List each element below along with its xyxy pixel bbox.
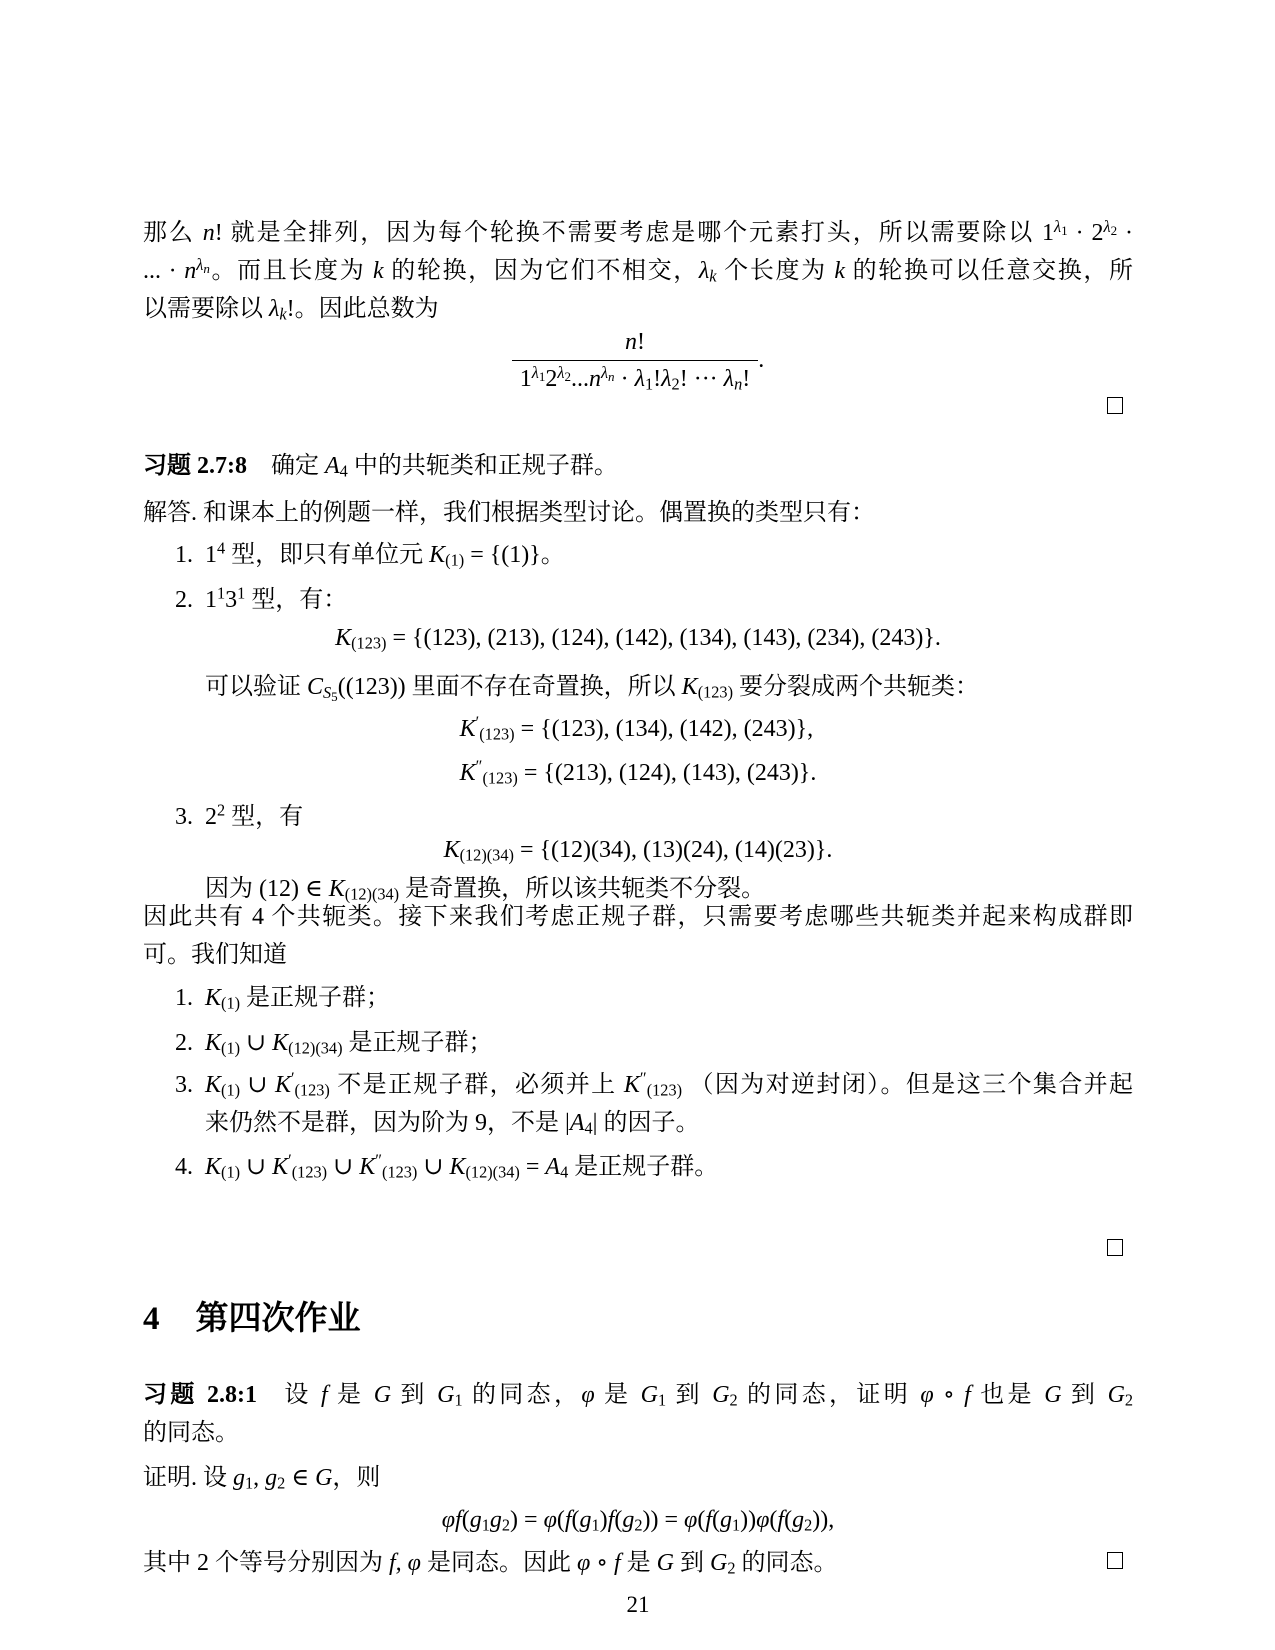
exercise-2-7-8-heading: 习题 2.7:8 确定 $A_4$ 中的共轭类和正规子群。 [143, 453, 618, 481]
paragraph-classes-line-1: 因此共有 4 个共轭类。接下来我们考虑正规子群，只需要考虑哪些共轭类并起来构成群即 [143, 904, 1134, 930]
paragraph-final: 其中 2 个等号分别因为 f, φ 是同态。因此 φ ∘ f 是 G 到 $G_2$ 的同态。 [143, 1550, 838, 1578]
list-item-body: $2^2$ 型，有 [205, 800, 304, 830]
section-title: 第四次作业 [195, 1301, 361, 1337]
list-item-body: $K_{(1)}$ ∪ $K_{(12)(34)}$ 是正规子群； [205, 1030, 493, 1058]
section-heading [143, 1298, 1133, 1340]
list-number: 1. [175, 542, 193, 568]
equation-k123: $K_{(123)} = \{(123)$, (213), (124), (142), (134), (143), (234), (243)}. [335, 625, 941, 653]
fraction [512, 324, 758, 397]
qed-box-1 [1107, 397, 1123, 414]
fraction-denominator: $1^{\lambda_1}2^{\lambda_2}...n^{\lambda_n} \cdot \lambda_1!\lambda_2$! ··· $\lambda_n$! [512, 360, 758, 397]
normal-list-item-2 [143, 1024, 1133, 1062]
list-number: 4. [175, 1154, 193, 1180]
paragraph-intro-line-3: 以需要除以 $\lambda_k$!。因此总数为 [143, 296, 439, 324]
list-item-line-1: $K_{(1)}$ ∪ $K'_{(123)}$ 不是正规子群，必须并上 $K''_{(123)}$ （因为对逆封闭）。但是这三个集合并起 [205, 1068, 1134, 1100]
paragraph-intro [143, 214, 1133, 328]
normal-list-item-1 [143, 979, 1133, 1017]
equation-k123-split [143, 707, 1133, 795]
equation-k1234: $K_{(12)(34)} = \{(12)(34)$, (13)(24), (14)(23)}. [443, 837, 833, 865]
note-no-split: 因为 (12) ∈ $K_{(12)(34)}$ 是奇置换，所以该共轭类不分裂。 [205, 876, 766, 904]
paragraph-intro-line-2: ... · $n^{\lambda_n}$。而且长度为 k 的轮换，因为它们不相交，$\lambda_k$ 个长度为 k 的轮换可以任意交换，所 [143, 254, 1134, 286]
page-number: 21 [626, 1592, 650, 1617]
qed-box-2 [1107, 1239, 1123, 1256]
paragraph-intro-line-1: 那么 n! 就是全排列，因为每个轮换不需要考虑是哪个元素打头，所以需要除以 $1^{\lambda_1} \cdot 2^{\lambda_2}$ · [143, 216, 1134, 246]
text-column [143, 0, 1133, 1650]
equation-k123-double-prime: $K''_{(123)} = \{(213)$, (124), (143), (243)}. [459, 756, 817, 788]
solution-2-7-8-intro: 解答. 和课本上的例题一样，我们根据类型讨论。偶置换的类型只有： [143, 500, 875, 526]
qed-box-3 [1107, 1552, 1123, 1569]
list-number: 2. [175, 1030, 193, 1056]
list-item-body: $1^4$ 型，即只有单位元 $K_{(1)} = \{(1)\}$。 [205, 538, 565, 570]
type-list-item-2 [143, 581, 1133, 619]
exercise-2-8-1-line-2: 的同态。 [143, 1420, 239, 1446]
list-item-body: $K_{(1)}$ 是正规子群； [205, 985, 391, 1013]
paragraph-classes [143, 898, 1133, 974]
formula-period: . [758, 347, 765, 373]
list-number: 1. [175, 985, 193, 1011]
normal-list-item-4 [143, 1148, 1133, 1186]
proof-2-8-1-intro: 证明. 设 $g_1$, $g_2$ ∈ G，则 [143, 1465, 381, 1493]
exercise-2-8-1-line-1: 习题 2.8:1 设 f 是 G 到 $G_1$ 的同态，φ 是 $G_1$ 到 $G_2$ 的同态，证明 φ ∘ f 也是 G 到 $G_2$ [143, 1382, 1134, 1410]
normal-list-item-3 [143, 1066, 1133, 1142]
exercise-2-8-1-heading [143, 1376, 1133, 1452]
list-item-body: $1^13^1$ 型，有： [205, 583, 348, 613]
list-item-line-2: 来仍然不是群，因为阶为 9，不是 $|A_4|$ 的因子。 [205, 1110, 700, 1138]
formula-cycle-count [143, 324, 1133, 397]
list-number: 3. [175, 1072, 193, 1098]
list-number: 2. [175, 587, 193, 613]
note-centralizer: 可以验证 $C_{S_5}((123))$ 里面不存在奇置换，所以 $K_{(123)}$ 要分裂成两个共轭类： [205, 674, 980, 704]
equation-homomorphism: $\varphi f(g_1g_2) = \varphi(f(g_1)f(g_2)) = \varphi(f(g_1))\varphi(f(g_2))$, [441, 1507, 835, 1535]
list-item-body: $K_{(1)}$ ∪ $K'_{(123)}$ ∪ $K''_{(123)}$ ∪ $K_{(12)(34)} = A_4$ 是正规子群。 [205, 1150, 719, 1182]
paragraph-classes-line-2: 可。我们知道 [143, 942, 287, 968]
list-item-body [205, 1066, 1133, 1142]
section-number: 4 [143, 1301, 160, 1337]
aligned-equations [460, 707, 817, 795]
fraction-numerator: n! [624, 329, 645, 355]
list-number: 3. [175, 804, 193, 830]
equation-k123-prime: $K'_{(123)} = \{(123)$, (134), (142), (243)}, [459, 712, 814, 744]
type-list-item-1 [143, 536, 1133, 574]
